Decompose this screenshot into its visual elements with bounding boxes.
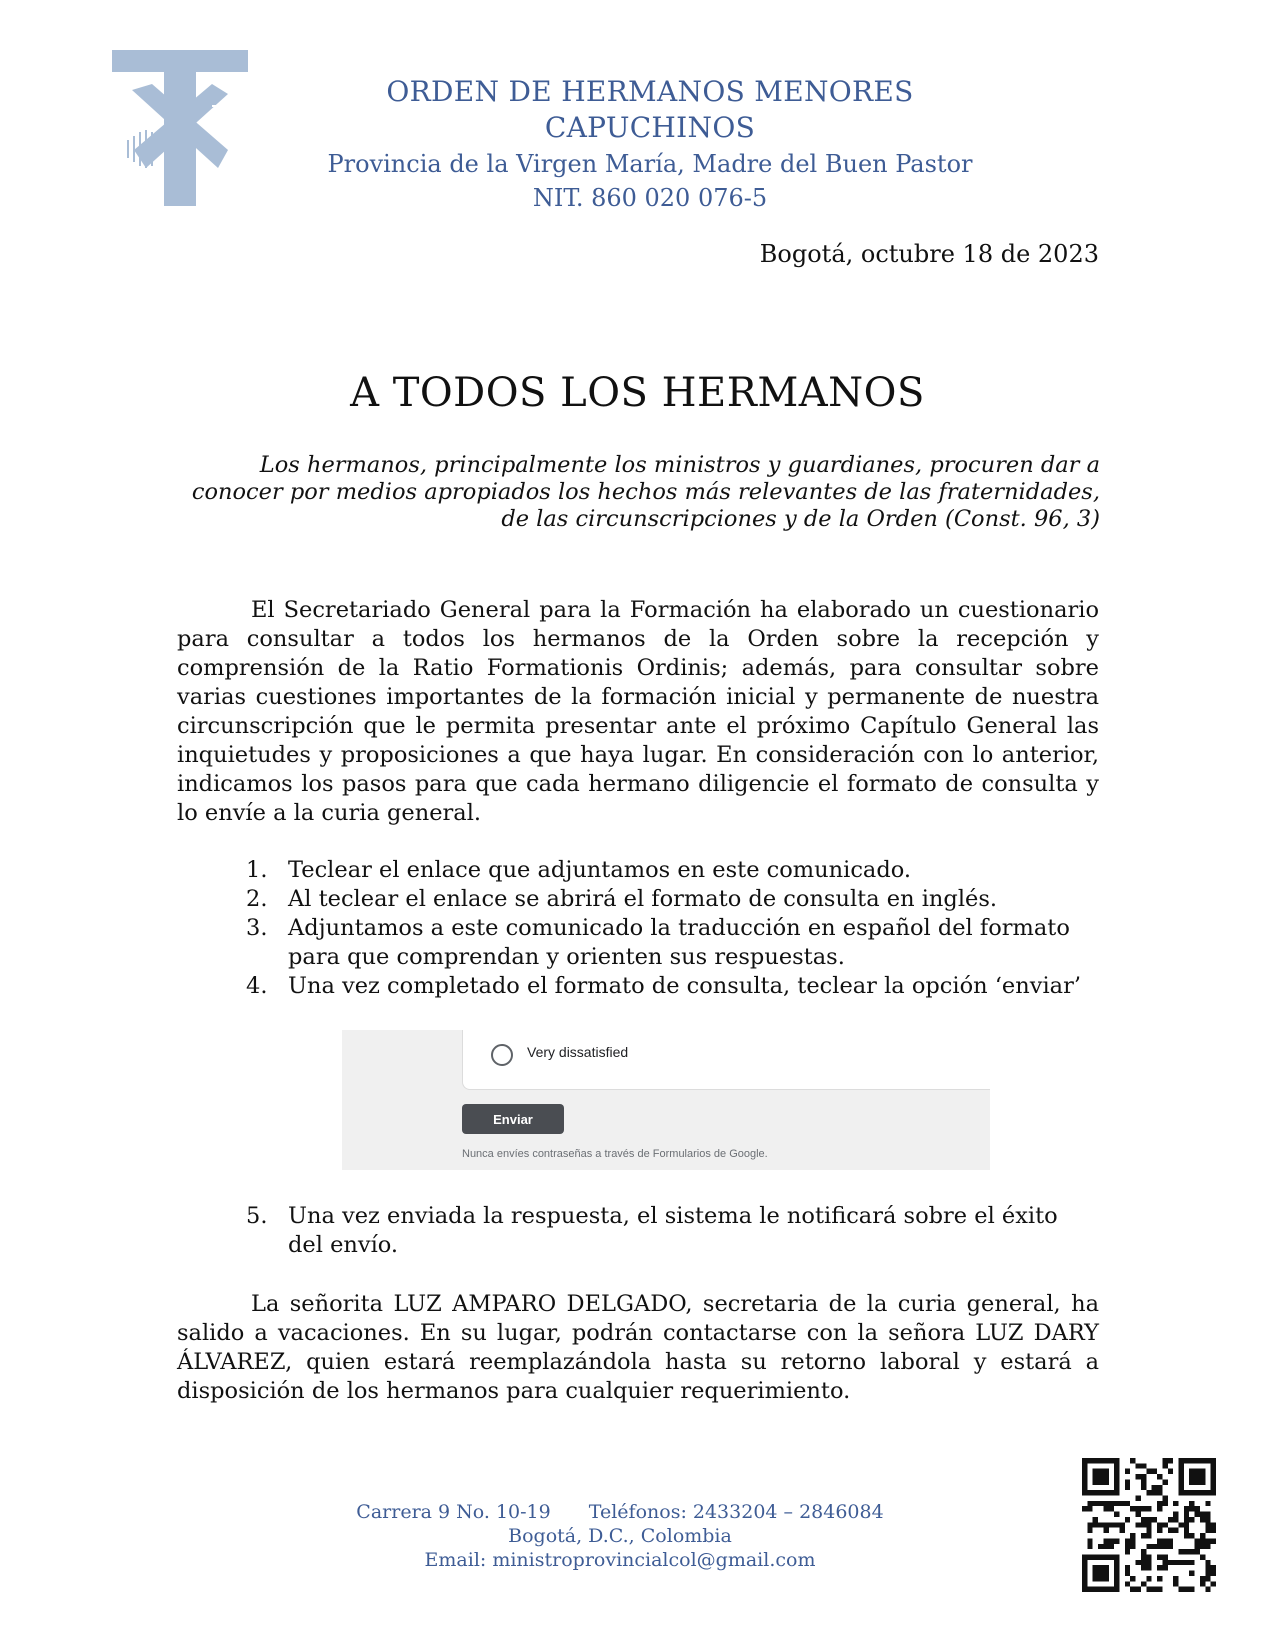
radio-button-icon[interactable] [491,1044,513,1066]
letterhead [290,74,1010,214]
footer [220,1500,1020,1572]
footer-email[interactable]: Email: ministroprovincialcol@gmail.com [424,1549,816,1571]
radio-label: Very dissatisfied [527,1044,629,1060]
footer-address: Carrera 9 No. 10-19 [356,1501,551,1523]
footer-phones: Teléfonos: 2433204 – 2846084 [588,1501,884,1523]
qr-code-icon [1082,1458,1216,1592]
epigraph-quote: Los hermanos, principalmente los ministros y guardianes, procuren dar a conocer por medios apropiados los hechos más relevantes de las fraternidades, de las circunscripciones y de la Orden (Const. 96, 3) [191,452,1100,532]
org-name: ORDEN DE HERMANOS MENORES CAPUCHINOS [386,75,914,144]
letter-date: Bogotá, octubre 18 de 2023 [759,240,1099,268]
form-screenshot [342,1030,990,1170]
capuchin-tau-logo-icon [112,50,248,206]
list-item: 2. Al teclear el enlace se abrirá el formato de consulta en inglés. [246,886,998,912]
list-item: 4. Una vez completado el formato de consulta, teclear la opción ‘enviar’ [246,973,1081,999]
list-item: 1. Teclear el enlace que adjuntamos en este comunicado. [246,857,912,883]
form-password-note: Nunca envíes contraseñas a través de Formularios de Google. [462,1148,768,1160]
nit-number: NIT. 860 020 076-5 [532,184,768,212]
secretary-paragraph: La señorita LUZ AMPARO DELGADO, secretaria de la curia general, ha salido a vacaciones. En su lugar, podrán contactarse con la señora LUZ DARY ÁLVAREZ, quien estará reemplazándola hasta su retorno laboral y estará a disposición de los hermanos para cualquier requerimiento. [177,1291,1099,1404]
steps-list-continued [246,1202,1099,1260]
steps-list [246,856,1099,1001]
footer-city: Bogotá, D.C., Colombia [508,1525,732,1547]
list-item: 3. Adjuntamos a este comunicado la traducción en español del formato para que comprendan y orienten sus respuestas. [246,915,1070,970]
intro-paragraph: El Secretariado General para la Formación ha elaborado un cuestionario para consultar a todos los hermanos de la Orden sobre la recepción y comprensión de la Ratio Formationis Ordinis; además, para consultar sobre varias cuestiones importantes de la formación inicial y permanente de nuestra circunscripción que le permita presentar ante el próximo Capítulo General las inquietudes y proposiciones a que haya lugar. En consideración con lo anterior, indicamos los pasos para que cada hermano diligencie el formato de consulta y lo envíe a la curia general. [177,597,1099,826]
province-name: Provincia de la Virgen María, Madre del Buen Pastor [327,150,973,178]
send-button[interactable]: Enviar [462,1104,564,1134]
letter-title: A TODOS LOS HERMANOS [350,370,925,416]
list-item: 5. Una vez enviada la respuesta, el sistema le notificará sobre el éxito del envío. [246,1203,1058,1258]
form-question-card [462,1030,990,1090]
